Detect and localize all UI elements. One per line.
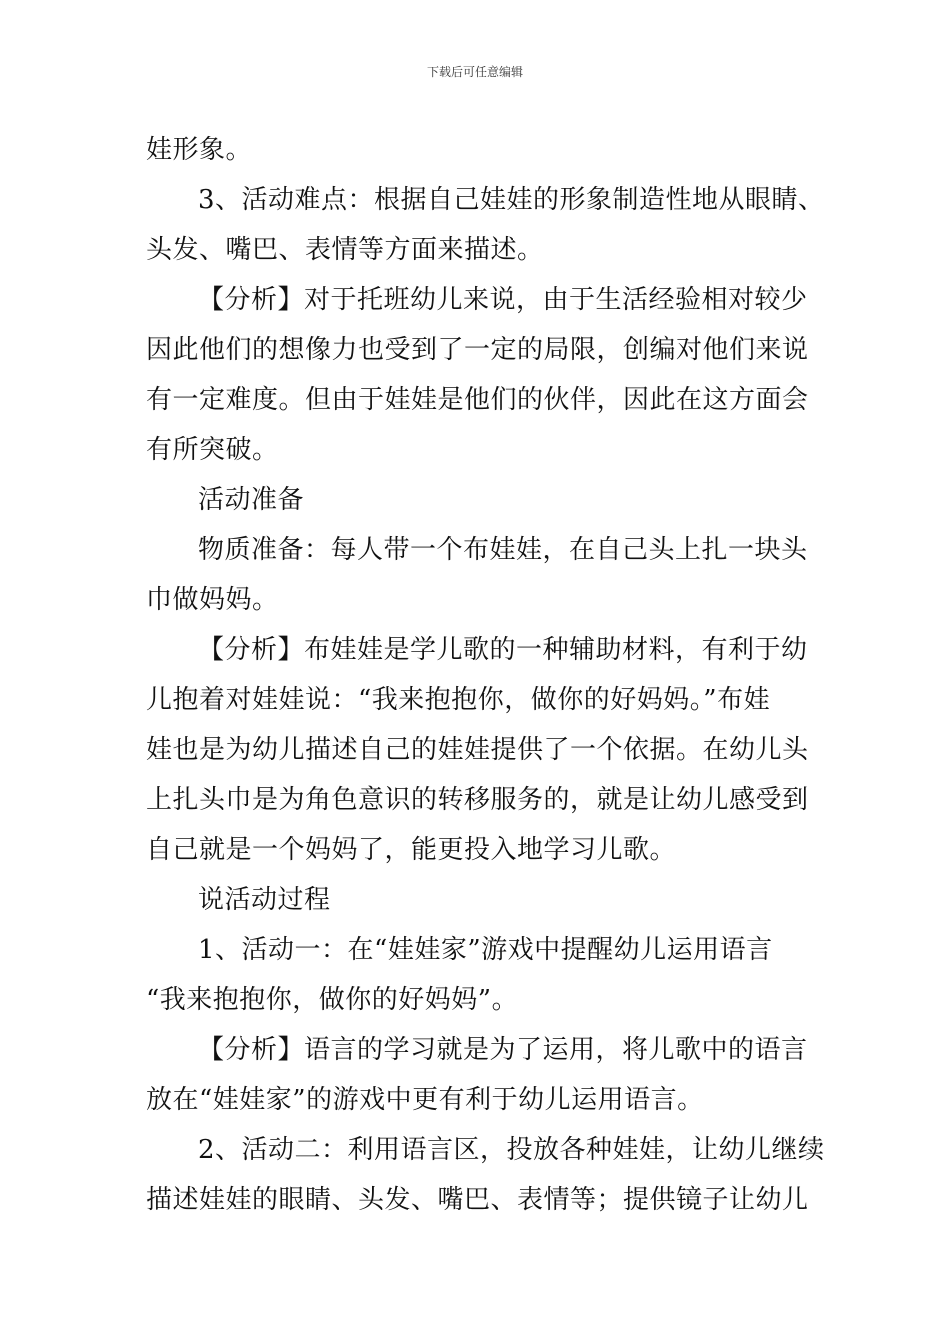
text-line: 说活动过程 [198, 885, 331, 915]
text-line: 活动准备 [198, 485, 305, 515]
text-line: 因此他们的想像力也受到了一定的局限，创编对他们来说 [146, 335, 809, 365]
text-line: 娃也是为幼儿描述自己的娃娃提供了一个依据。在幼儿头 [146, 735, 809, 765]
text-line: 有一定难度。但由于娃娃是他们的伙伴，因此在这方面会 [146, 385, 809, 415]
page-header: 下载后可任意编辑 [426, 65, 523, 79]
text-line: 儿抱着对娃娃说：“我来抱抱你，做你的好妈妈。”布娃 [146, 685, 771, 715]
text-line: 1、活动一：在“娃娃家”游戏中提醒幼儿运用语言 [198, 935, 773, 965]
text-line: 描述娃娃的眼睛、头发、嘴巴、表情等；提供镜子让幼儿 [146, 1185, 809, 1215]
text-line: 自己就是一个妈妈了，能更投入地学习儿歌。 [146, 835, 677, 865]
text-line: 放在“娃娃家”的游戏中更有利于幼儿运用语言。 [146, 1085, 704, 1115]
text-line: 3、活动难点：根据自己娃娃的形象制造性地从眼睛、 [198, 185, 825, 215]
text-line: “我来抱抱你，做你的好妈妈”。 [146, 985, 519, 1015]
text-line: 2、活动二：利用语言区，投放各种娃娃，让幼儿继续 [198, 1135, 825, 1165]
text-line: 娃形象。 [146, 135, 253, 165]
text-line: 【分析】布娃娃是学儿歌的一种辅助材料，有利于幼 [198, 635, 808, 665]
text-line: 上扎头巾是为角色意识的转移服务的，就是让幼儿感受到 [146, 785, 809, 815]
text-line: 有所突破。 [146, 435, 279, 465]
text-line: 【分析】语言的学习就是为了运用，将儿歌中的语言 [198, 1035, 808, 1065]
document-body [146, 125, 825, 1225]
text-line: 巾做妈妈。 [146, 585, 279, 615]
text-line: 【分析】对于托班幼儿来说，由于生活经验相对较少 [198, 285, 808, 315]
text-line: 头发、嘴巴、表情等方面来描述。 [146, 235, 544, 265]
text-line: 物质准备：每人带一个布娃娃，在自己头上扎一块头 [198, 535, 808, 565]
